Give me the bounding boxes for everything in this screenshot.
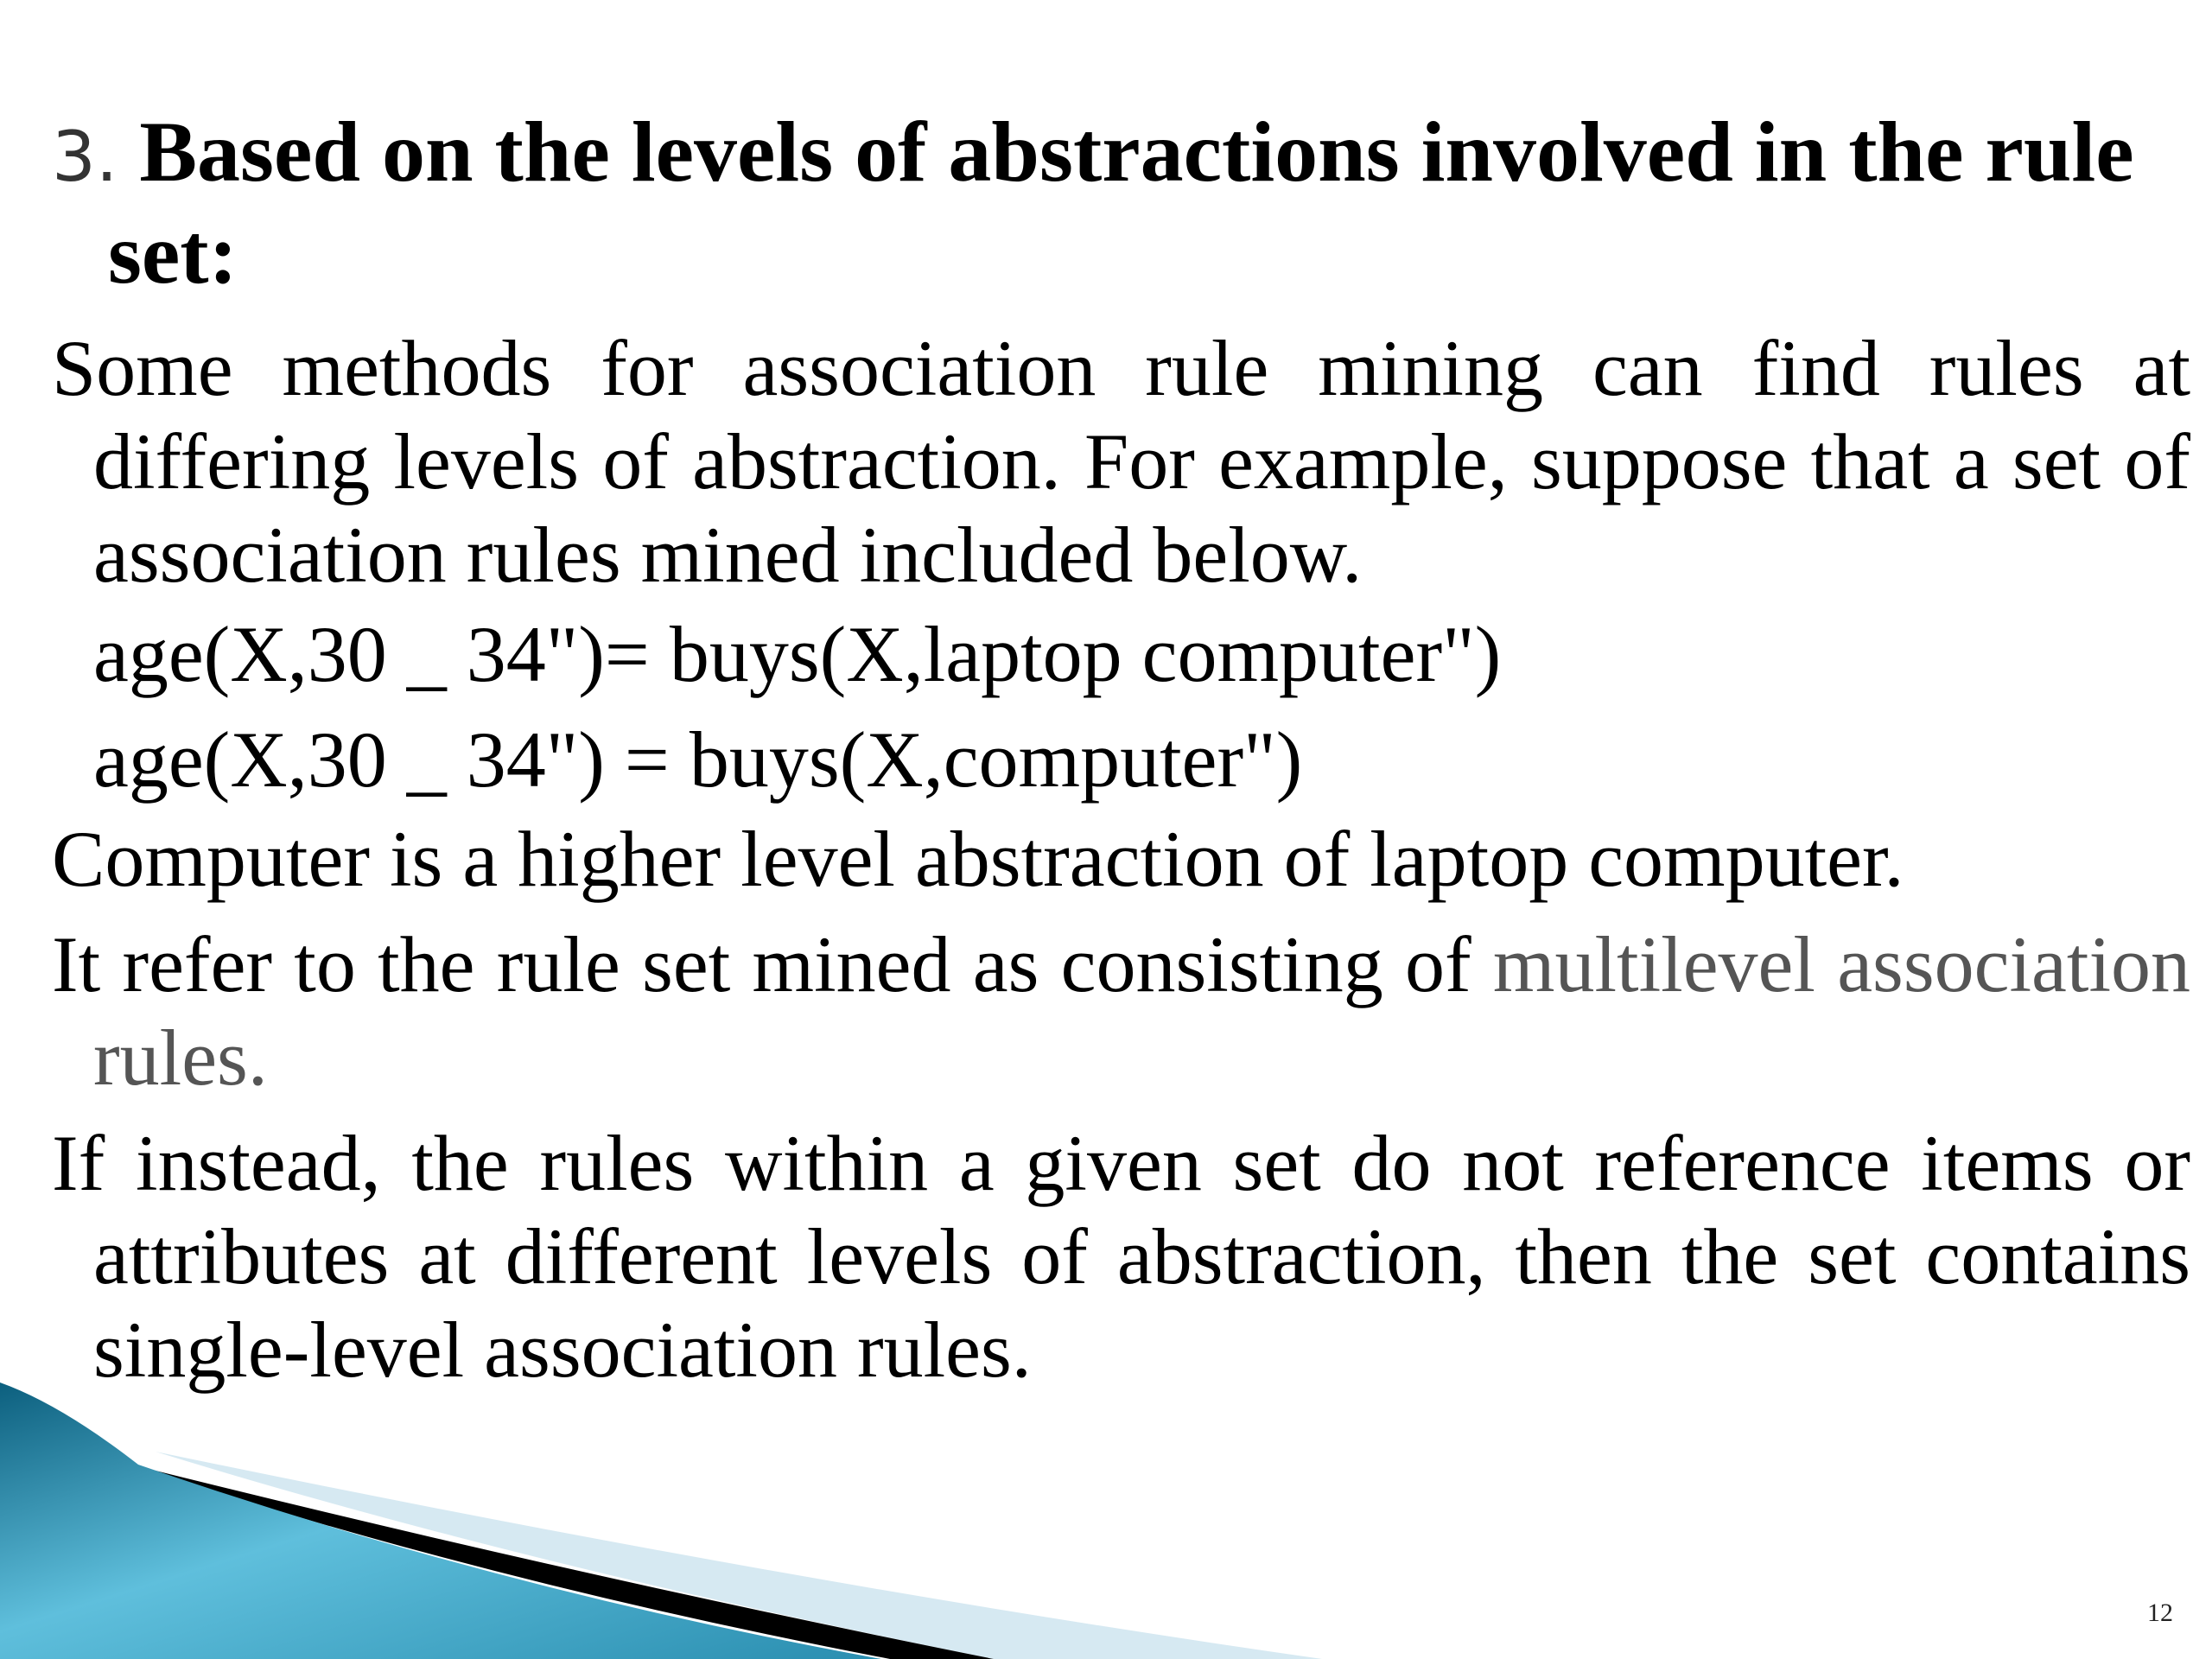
footer-swoosh-decoration bbox=[0, 1382, 2212, 1659]
rule-laptop-computer: age(X,30 _ 34")= buys(X,laptop computer") bbox=[93, 610, 1502, 698]
intro-paragraph: Some methods for association rule mining can find rules at differing levels of abstraction. For example, suppose that a set of association rules mined included below. bbox=[52, 324, 2190, 599]
page-number: 12 bbox=[2147, 1599, 2173, 1627]
multilevel-paragraph bbox=[52, 918, 2190, 1104]
slide-heading bbox=[52, 104, 2190, 302]
rule-computer: age(X,30 _ 34") = buys(X,computer") bbox=[93, 715, 1303, 804]
heading-text: Based on the levels of abstractions involved in the rule set: bbox=[108, 104, 2134, 302]
multilevel-prefix: It refer to the rule set mined as consisting of bbox=[52, 920, 1493, 1008]
single-level-paragraph: If instead, the rules within a given set do not reference items or attributes at different levels of abstraction, then the set contains single-level association rules. bbox=[52, 1119, 2190, 1394]
multilevel-term: multilevel association rules. bbox=[93, 920, 2191, 1102]
abstraction-statement: Computer is a higher level abstraction of laptop computer. bbox=[52, 815, 1904, 903]
slide-content bbox=[52, 104, 2190, 1396]
heading-number: 3. bbox=[52, 117, 118, 197]
